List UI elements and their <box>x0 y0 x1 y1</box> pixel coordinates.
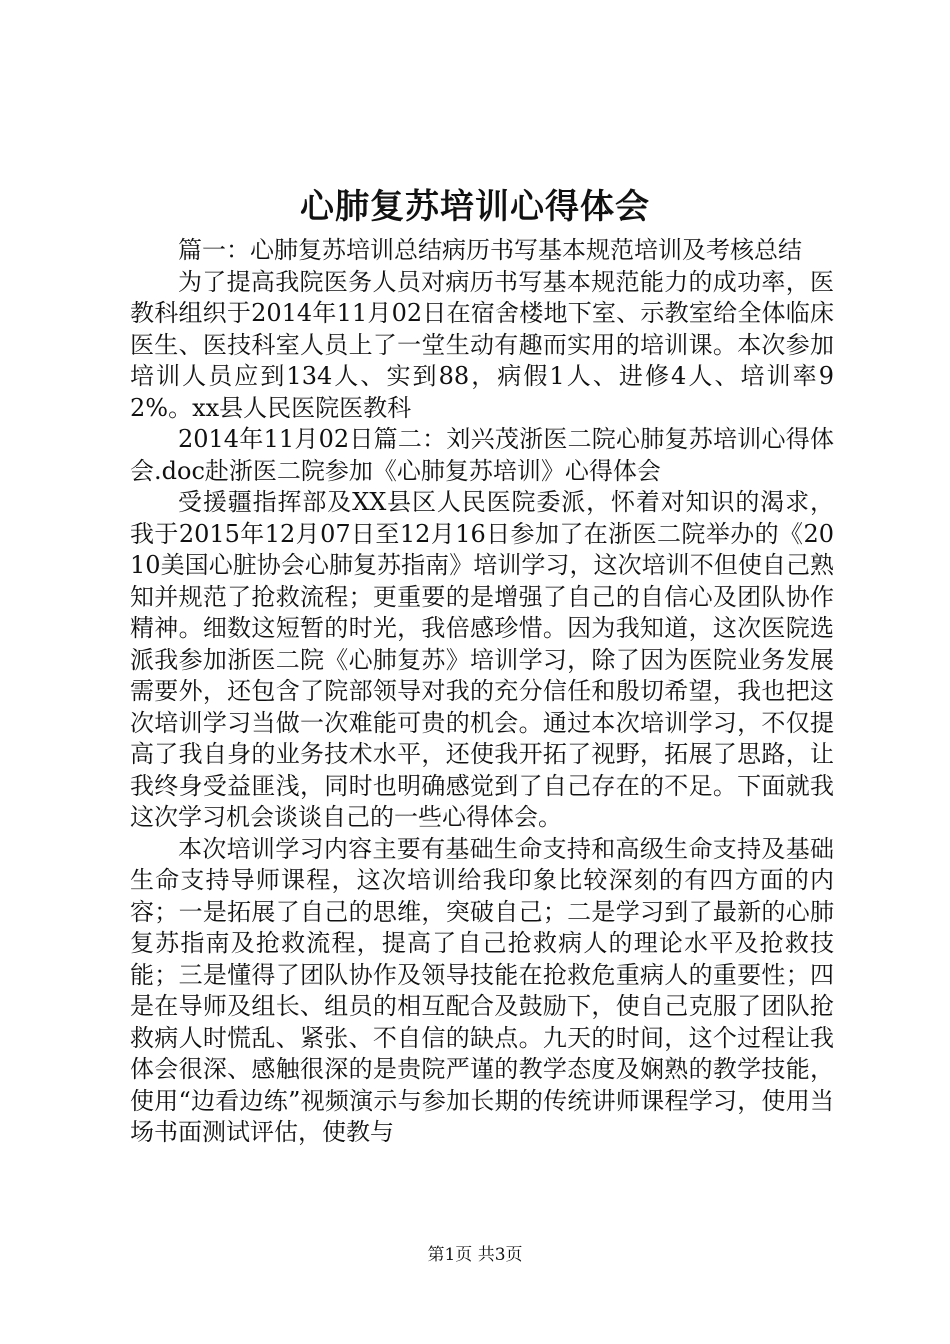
paragraph-training-summary: 为了提高我院医务人员对病历书写基本规范能力的成功率，医教科组织于2014年11月02日在宿舍楼地下室、示教室给全体临床医生、医技科室人员上了一堂生动有趣而实用的培训课。本次参加培训人员应到134人、实到88，病假1人、进修4人、培训率92%。xx县人民医院医教科 <box>130 267 834 422</box>
paragraph-assignment: 受援疆指挥部及XX县区人民医院委派，怀着对知识的渴求，我于2015年12月07日至12月16日参加了在浙医二院举办的《2010美国心脏协会心肺复苏指南》培训学习，这次培训不但使自己熟知并规范了抢救流程；更重要的是增强了自己的自信心及团队协作精神。细数这短暂的时光，我倍感珍惜。因为我知道，这次医院选派我参加浙医二院《心肺复苏》培训学习，除了因为医院业务发展需要外，还包含了院部领导对我的充分信任和殷切希望，我也把这次培训学习当做一次难能可贵的机会。通过本次培训学习，不仅提高了我自身的业务技术水平，还使我开拓了视野，拓展了思路，让我终身受益匪浅，同时也明确感觉到了自己存在的不足。下面就我这次学习机会谈谈自己的一些心得体会。 <box>130 488 834 831</box>
document-body <box>130 235 834 1149</box>
paragraph-section-heading: 篇一：心肺复苏培训总结病历书写基本规范培训及考核总结 <box>178 236 802 264</box>
paragraph-date-section-two: 2014年11月02日篇二：刘兴茂浙医二院心肺复苏培训心得体会.doc赴浙医二院参加《心肺复苏培训》心得体会 <box>130 425 834 485</box>
paragraph-training-content: 本次培训学习内容主要有基础生命支持和高级生命支持及基础生命支持导师课程，这次培训给我印象比较深刻的有四方面的内容；一是拓展了自己的思维，突破自己；二是学习到了最新的心肺复苏指南及抢救流程，提高了自己抢救病人的理论水平及抢救技能；三是懂得了团队协作及领导技能在抢救危重病人的重要性；四是在导师及组长、组员的相互配合及鼓励下，使自己克服了团队抢救病人时慌乱、紧张、不自信的缺点。九天的时间，这个过程让我体会很深、感触很深的是贵院严谨的教学态度及娴熟的教学技能，使用“边看边练”视频演示与参加长期的传统讲师课程学习，使用当场书面测试评估，使教与 <box>130 834 834 1146</box>
page-footer: 第1页 共3页 <box>427 1245 523 1265</box>
document-title: 心肺复苏培训心得体会 <box>300 187 650 227</box>
